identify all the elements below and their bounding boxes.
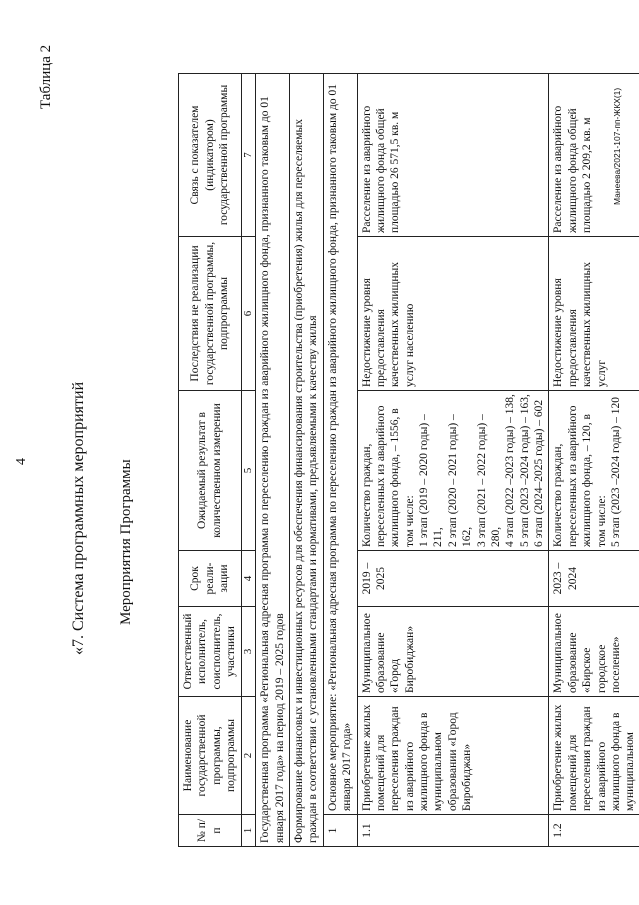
row-name: Приобретение жилых помещений для переселения граждан из аварийного жилищного фонда в муниципальном образовании «Город Биробиджан» <box>357 697 549 815</box>
table-row <box>357 74 549 847</box>
column-number: 6 <box>241 237 256 391</box>
header-row <box>179 74 242 847</box>
header-consequences: Последствия не реализации государственной программы, подпрограммы <box>179 237 242 391</box>
column-number: 3 <box>241 607 256 697</box>
measures-table <box>178 73 639 847</box>
header-result: Ожидаемый результат в количественном измерении <box>179 391 242 551</box>
row-number: 1.1 <box>357 815 549 847</box>
row-consequences: Недостижение уровня предоставления качественных жилищных услуг населению <box>357 237 549 391</box>
row-number: 1.2 <box>549 815 639 847</box>
program-title: Мероприятия Программы <box>118 459 134 625</box>
header-period: Срок реали-зации <box>179 551 242 607</box>
column-number: 1 <box>241 815 256 847</box>
column-number: 7 <box>241 74 256 237</box>
row-result: Количество граждан, переселенных из аварийного жилищного фонда, – 1556, в том числе: 1 этап (2019 – 2020 годы) – 211, 2 этап (2020 – 2021 годы) – 162, 3 этап (2021 – 2022 годы) – 280, 4 этап (2022 –2023 годы) – 138, 5 этап (2023 –2024 годы) – 163, 6 этап (2024–2025 годы) – 602 <box>357 391 549 551</box>
section-title: «7. Система программных мероприятий <box>70 381 87 655</box>
program-row <box>256 74 290 847</box>
row-name: Приобретение жилых помещений для переселения граждан из аварийного жилищного фонда в муниципальном <box>549 697 639 815</box>
goal-row-text: Формирование финансовых и инвестиционных ресурсов для обеспечения финансирования строительства (приобретения) жилья для переселяемых граждан в соответствии с установленными стандартами и нормативами, предъявляемыми к качеству жилья <box>290 74 324 847</box>
header-indicator: Связь с показателем (индикатором) государственной программы <box>179 74 242 237</box>
column-number: 5 <box>241 391 256 551</box>
header-number: № п/п <box>179 815 242 847</box>
table-row <box>549 74 639 847</box>
main-event-row <box>323 74 357 847</box>
row-result: Количество граждан, переселенных из аварийного жилищного фонда, – 120, в том числе: 5 этап (2023 –2024 годы) – 120 <box>549 391 639 551</box>
row-indicator: Расселение из аварийного жилищного фонда общей площадью 2 209,2 кв. м <box>549 74 639 237</box>
column-numbers-row <box>241 74 256 847</box>
header-executor: Ответственный исполнитель, соисполнитель, участники <box>179 607 242 697</box>
column-number: 4 <box>241 551 256 607</box>
document-code: Манеева/2021-107-пп-ЖКХ(1) <box>612 87 622 205</box>
row-period: 2019 – 2025 <box>357 551 549 607</box>
goal-row <box>290 74 324 847</box>
program-row-text: Государственная программа «Региональная адресная программа по переселению граждан из аварийного жилищного фонда, признанного таковым до 01 января 2017 года» на период 2019 – 2025 годов <box>256 74 290 847</box>
page-number: 4 <box>14 458 29 465</box>
row-consequences: Недостижение уровня предоставления качественных жилищных услуг <box>549 237 639 391</box>
row-executor: Муниципальное образование «Город Биробиджан» <box>357 607 549 697</box>
row-period: 2023 – 2024 <box>549 551 639 607</box>
main-event-text: Основное мероприятие: «Региональная адресная программа по переселению граждан из аварийного жилищного фонда, признанного таковым до 01 января 2017 года» <box>323 74 357 815</box>
column-number: 2 <box>241 697 256 815</box>
header-name: Наименование государственной программы, подпрограммы <box>179 697 242 815</box>
main-event-number: 1 <box>323 815 357 847</box>
row-executor: Муниципальное образование «Бирское городское поселение» <box>549 607 639 697</box>
row-indicator: Расселение из аварийного жилищного фонда общей площадью 26 571,5 кв. м <box>357 74 549 237</box>
table-caption: Таблица 2 <box>38 44 54 109</box>
